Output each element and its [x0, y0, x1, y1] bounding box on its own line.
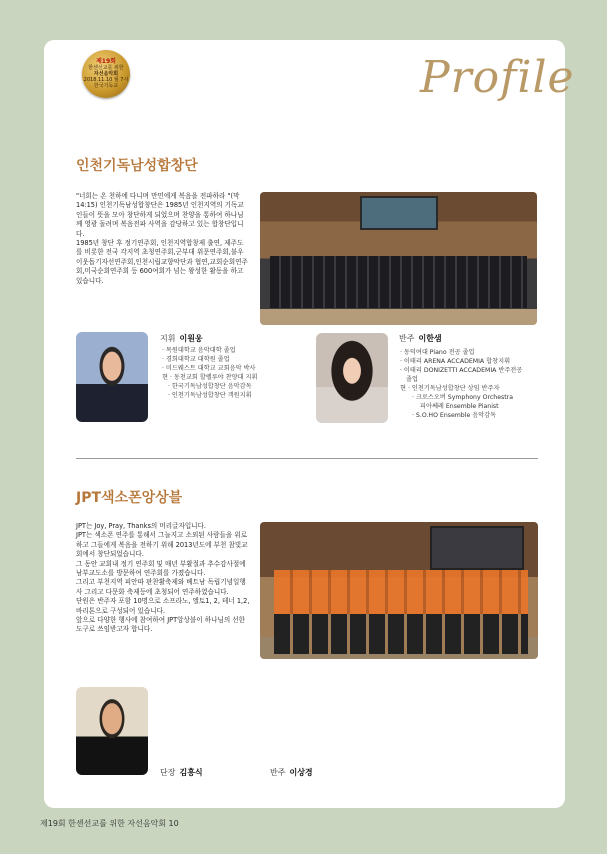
stage-screen: [360, 196, 438, 230]
bio-line: · 미드웨스트 대학교 교회음악 박사: [162, 365, 256, 372]
bio-line: · 크로스오버 Symphony Orchestra: [412, 394, 513, 401]
accompanist-bio: [400, 348, 522, 420]
role-label: 단장: [160, 768, 176, 777]
conductor-bio: [162, 346, 257, 400]
bio-line: · S.O.HO Ensemble 음악감독: [412, 412, 497, 419]
bio-line: 현 · 인천기독남성합창단 상임 반주자: [400, 385, 500, 392]
section-divider: [76, 458, 538, 459]
bio-line: · 인천기독남성합창단 객원지휘: [168, 392, 252, 399]
accompanist-name-line: [399, 333, 442, 344]
badge-line: 한국기독교: [93, 83, 119, 89]
bio-line: · 한국기독남성합창단 음악감독: [168, 383, 252, 390]
person-name: 이원웅: [179, 334, 203, 343]
choir-photo: [260, 192, 537, 325]
bio-line: · 이태리 DONIZETTI ACCADEMIA 반주전공: [400, 367, 523, 374]
sax-accompanist-name-line: [270, 767, 313, 778]
leader-portrait: [76, 687, 148, 775]
badge-line: 2018.11.10 월 7시: [83, 77, 129, 83]
profile-heading: Profile: [420, 52, 575, 103]
conductor-name-line: [160, 333, 203, 344]
leader-name-line: [160, 767, 203, 778]
bio-line: · 이태리 ARENA ACCADEMIA 합창지휘: [400, 358, 511, 365]
person-name: 이한샘: [418, 334, 442, 343]
section-title-choir: 인천기독남성합창단: [76, 158, 198, 174]
bio-line: 피아쎄레 Ensemble Pianist: [420, 403, 499, 410]
person-name: 이상경: [289, 768, 313, 777]
role-label: 반주: [270, 768, 286, 777]
ensemble-members-lower: [274, 614, 528, 654]
bio-line: 졸업: [406, 376, 418, 383]
badge-line: 제19회: [96, 58, 116, 65]
bio-line: · 목원대학교 음악대학 졸업: [162, 347, 236, 354]
badge-line: 한센선교를 위한: [88, 65, 124, 71]
saxophone-ensemble-photo: [260, 522, 538, 659]
choir-description: "너희는 온 천하에 다니며 만민에게 복음을 전파하라 "(막14:15) 인천기독남성합창단은 1985년 인천지역의 기독교인들이 뜻을 모아 창단하게 되었으며 찬양을 통하여 하나님께 영광 돌려며 복음전파 사역을 감당하고 있는 합창단입니다. 1985년 창단 후 정기연주회, 인천지역합창제 출연, 제주도를 비롯한 전국 각지역 초청연주회,군부대 위문연주회,불우이웃돕기자선연주회,인천시립교향악단과 협연,교회순회연주회,미국순회연주회 등 600여회가 넘는 왕성한 활동을 하고 있습니다.: [76, 192, 248, 285]
bio-line: · 동덕여대 Piano 전공 졸업: [400, 349, 475, 356]
person-name: 김흥식: [179, 768, 203, 777]
accompanist-portrait: [316, 333, 388, 423]
saxophone-description: JPT는 Joy, Pray, Thanks의 머리글자입니다. JPT는 색소폰 연주를 통해서 그늘지고 소외된 사람들을 위로하고 그들에게 복음을 전하기 위해 2013년도에 부천 참빛교회에서 창단되었습니다. 그 동안 교회내 정기 연주회 및 매년 부활절과 추수감사절에 남부교도소를 방문하여 연주회를 가졌습니다. 그리고 부천지역 피안따 판찬활축제와 베트남 독립기념일행사 그리고 다문화 축제등에 초청되어 연주하였습니다. 단원은 반주자 포함 10명으로 소프라노, 앨토1, 2, 테너 1,2, 바리톤으로 구성되어 있습니다. 앞으로 다양한 행사에 참여하여 JPT앙상블이 하나님의 선한 도구로 쓰임받고자 합니다.: [76, 522, 250, 634]
badge-line: 자선음악회: [93, 71, 119, 77]
role-label: 반주: [399, 334, 415, 343]
role-label: 지휘: [160, 334, 176, 343]
bio-line: 현 · 동천교회 할렐루야 찬양대 지휘: [162, 374, 258, 381]
concert-badge-logo: [82, 50, 130, 98]
stage-screen: [430, 526, 524, 570]
bio-line: · 경희대학교 대학원 졸업: [162, 356, 230, 363]
conductor-portrait: [76, 332, 148, 422]
choir-row: [270, 278, 527, 308]
page-footer: 제19회 한센선교를 위한 자선음악회 10: [40, 819, 179, 828]
section-title-saxophone: JPT색소폰앙상블: [76, 490, 183, 506]
